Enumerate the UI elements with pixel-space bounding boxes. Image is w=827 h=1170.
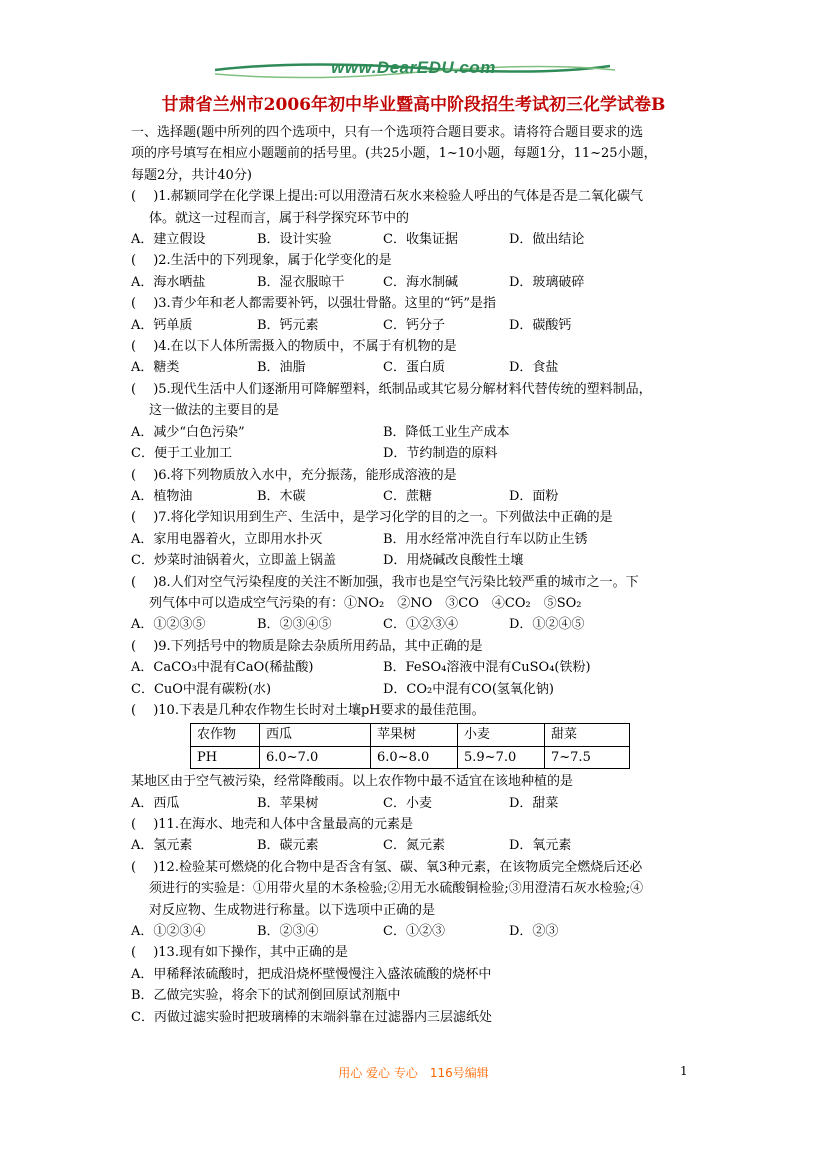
footer-slogan: 用心 爱心 专心 116号编辑 xyxy=(338,1066,489,1080)
option: D．用烧碱改良酸性土壤 xyxy=(383,553,524,569)
option: D．食盐 xyxy=(509,360,559,376)
option: C．蛋白质 xyxy=(383,360,445,376)
option: C．收集证据 xyxy=(383,232,458,248)
table-row xyxy=(191,746,630,768)
table-header-row xyxy=(191,724,630,746)
page-title: 甘肃省兰州市2006年初中毕业暨高中阶段招生考试初三化学试卷B xyxy=(161,95,666,115)
option: A．家用电器着火，立即用水扑灭 xyxy=(131,531,323,547)
option: A．氢元素 xyxy=(131,838,193,854)
option: D．做出结论 xyxy=(509,232,585,248)
option: C．CuO中混有碳粉(水) xyxy=(131,681,272,697)
option: B．②③④⑤ xyxy=(257,617,332,633)
option: C．蔗糖 xyxy=(383,488,432,504)
option: D．①②④⑤ xyxy=(509,617,585,633)
option: A．①②③⑤ xyxy=(131,617,206,633)
table-header-cell: 甜菜 xyxy=(545,724,630,746)
table-cell: 6.0~7.0 xyxy=(260,746,371,768)
question-stem: ( )8.人们对空气污染程度的关注不断加强，我市也是空气污染比较严重的城市之一。下 xyxy=(131,574,639,590)
option: D．碳酸钙 xyxy=(509,317,572,333)
question-stem: ( )9.下列括号中的物质是除去杂质所用药品，其中正确的是 xyxy=(131,638,483,654)
question-stem: ( )11.在海水、地壳和人体中含量最高的元素是 xyxy=(131,817,413,832)
ph-table xyxy=(190,723,630,769)
table-cell: 5.9~7.0 xyxy=(458,746,545,768)
options-row xyxy=(131,921,721,942)
instruction-line: 一、选择题(题中所列的四个选项中，只有一个选项符合题目要求。请将符合题目要求的选 xyxy=(131,125,644,140)
options-row xyxy=(131,486,721,507)
question-stem: ( )3.青少年和老人都需要补钙，以强壮骨骼。这里的“钙”是指 xyxy=(131,296,496,312)
table-header-cell: 苹果树 xyxy=(371,724,458,746)
site-logo: www.DearEDU.com xyxy=(331,58,496,77)
options-row xyxy=(131,793,721,814)
question-stem: ( )4.在以下人体所需摄入的物质中，不属于有机物的是 xyxy=(131,339,457,355)
question-stem: ( )12.检验某可燃烧的化合物中是否含有氢、碳、氧3种元素，在该物质完全燃烧后还必 xyxy=(131,859,643,875)
option: A．植物油 xyxy=(131,488,193,504)
page-number: 1 xyxy=(680,1064,688,1078)
option: B．设计实验 xyxy=(257,232,332,248)
options-row xyxy=(131,614,721,635)
question-stem: ( )6.将下列物质放入水中，充分振荡，能形成溶液的是 xyxy=(131,467,457,483)
table-header-cell: 西瓜 xyxy=(260,724,371,746)
option: B．钙元素 xyxy=(257,317,319,333)
question-stem: 对反应物、生成物进行称量。以下选项中正确的是 xyxy=(149,902,436,918)
question-stem: ( )1.郝颖同学在化学课上提出:可以用澄清石灰水来检验人呼出的气体是否是二氧化碳气 xyxy=(131,189,644,205)
question-stem: ( )2.生活中的下列现象，属于化学变化的是 xyxy=(131,253,392,269)
option: A．①②③④ xyxy=(131,924,206,940)
option: D．甜菜 xyxy=(509,795,559,811)
option: A．糖类 xyxy=(131,360,180,376)
option: A．钙单质 xyxy=(131,317,193,333)
option: A．减少“白色污染” xyxy=(131,424,245,440)
option: B．②③④ xyxy=(257,924,319,940)
option: C．①②③ xyxy=(383,924,445,940)
option: B．降低工业生产成本 xyxy=(383,424,510,440)
question-stem: 须进行的实验是：①用带火星的木条检验;②用无水硫酸铜检验;③用澄清石灰水检验;④ xyxy=(149,881,644,897)
option: A．海水晒盐 xyxy=(131,274,206,290)
option: C．小麦 xyxy=(383,795,432,811)
option: C．炒菜时油锅着火，立即盖上锅盖 xyxy=(131,553,336,569)
question-stem: 这一做法的主要目的是 xyxy=(149,403,280,419)
question-stem: 列气体中可以造成空气污染的有：①NO₂ ②NO ③CO ④CO₂ ⑤SO₂ xyxy=(149,595,582,611)
table-cell: 6.0~8.0 xyxy=(371,746,458,768)
table-header-cell: 农作物 xyxy=(191,724,260,746)
options-row xyxy=(131,315,721,336)
option: A．建立假设 xyxy=(131,232,206,248)
options-row xyxy=(131,229,721,250)
question-stem: ( )10.下表是几种农作物生长时对土壤pH要求的最佳范围。 xyxy=(131,702,485,718)
option: B．苹果树 xyxy=(257,795,319,811)
option: D．②③ xyxy=(509,924,559,940)
options-row xyxy=(131,529,721,550)
option: C．便于工业加工 xyxy=(131,446,232,462)
options-row xyxy=(131,657,721,678)
option: C．钙分子 xyxy=(383,317,445,333)
option: D．面粉 xyxy=(509,488,559,504)
instruction-line: 每题2分，共计40分) xyxy=(131,167,252,183)
site-header-logo xyxy=(0,56,827,86)
options-row xyxy=(131,550,721,571)
option: A．CaCO₃中混有CaO(稀盐酸) xyxy=(131,660,314,676)
exam-body xyxy=(131,122,721,1028)
options-row xyxy=(131,835,721,856)
option: D．节约制造的原料 xyxy=(383,446,498,462)
table-cell: 7~7.5 xyxy=(545,746,630,768)
instruction-line: 项的序号填写在相应小题题前的括号里。(共25小题，1~10小题，每题1分，11~25小题， xyxy=(131,146,657,162)
options-row xyxy=(131,679,721,700)
question-stem: ( )5.现代生活中人们逐渐用可降解塑料，纸制品或其它易分解材料代替传统的塑料制品， xyxy=(131,381,652,397)
option: B．油脂 xyxy=(257,360,306,376)
option: A．甲稀释浓硫酸时，把成沿烧杯壁慢慢注入盛浓硫酸的烧杯中 xyxy=(131,966,492,982)
options-row xyxy=(131,357,721,378)
question-stem: 体。就这一过程而言，属于科学探究环节中的 xyxy=(149,210,410,226)
option: B．用水经常冲洗自行车以防止生锈 xyxy=(383,531,588,547)
option: C．丙做过滤实验时把玻璃棒的末端斜靠在过滤器内三层滤纸处 xyxy=(131,1009,492,1025)
option: D．氧元素 xyxy=(509,838,572,854)
table-cell: PH xyxy=(191,746,260,768)
options-row xyxy=(131,443,721,464)
question-stem: ( )7.将化学知识用到生产、生活中，是学习化学的目的之一。下列做法中正确的是 xyxy=(131,510,613,526)
option: A．西瓜 xyxy=(131,795,180,811)
option: B．木碳 xyxy=(257,488,306,504)
options-row xyxy=(131,422,721,443)
question-stem: 某地区由于空气被污染，经常降酸雨。以上农作物中最不适宜在该地种植的是 xyxy=(131,774,574,790)
option: C．①②③④ xyxy=(383,617,458,633)
option: B．FeSO₄溶液中混有CuSO₄(铁粉) xyxy=(383,660,591,676)
option: B．碳元素 xyxy=(257,838,319,854)
options-row xyxy=(131,272,721,293)
option: D．CO₂中混有CO(氢氧化钠) xyxy=(383,681,554,697)
option: B．湿衣服晾干 xyxy=(257,274,345,290)
option: D．玻璃破碎 xyxy=(509,274,585,290)
question-stem: ( )13.现有如下操作，其中正确的是 xyxy=(131,945,348,961)
option: B．乙做完实验，将余下的试剂倒回原试剂瓶中 xyxy=(131,988,401,1004)
option: C．氮元素 xyxy=(383,838,445,854)
table-header-cell: 小麦 xyxy=(458,724,545,746)
option: C．海水制碱 xyxy=(383,274,458,290)
